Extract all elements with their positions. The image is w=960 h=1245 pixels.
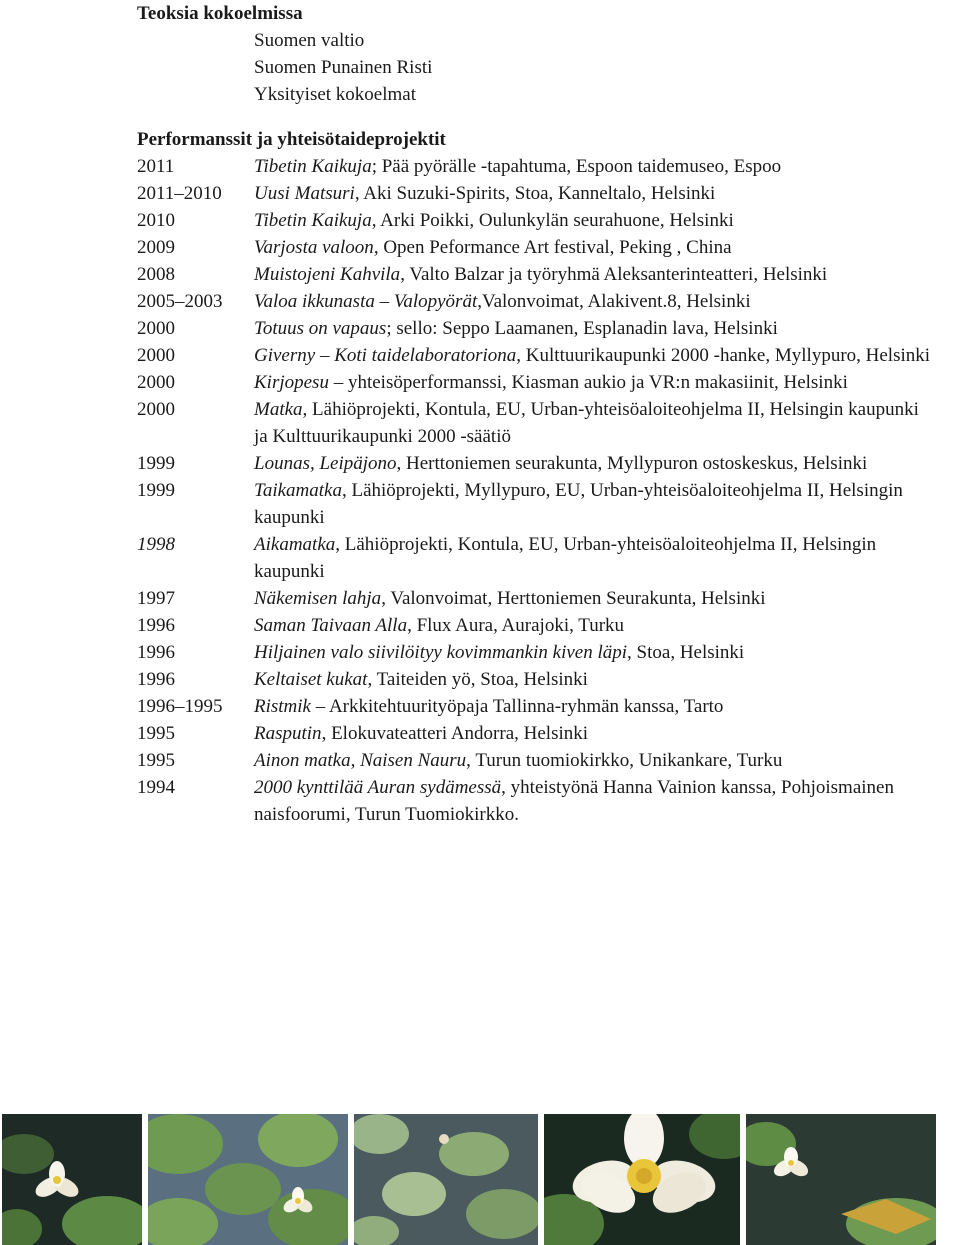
performance-row [137,207,937,234]
performance-year: 1996 [137,669,175,690]
performance-year: 1997 [137,588,175,609]
performance-details: , Turun tuomiokirkko, Unikankare, Turku [466,750,783,771]
performance-details: , Kulttuurikaupunki 2000 -hanke, Myllypuro, Helsinki [516,345,931,366]
performances-list [137,153,937,828]
performance-details: , Lähiöprojekti, Kontula, EU, Urban-yhteisöaloiteohjelma II, Helsingin kaupunki [254,534,877,582]
performance-title: Näkemisen lahja [254,588,382,609]
performance-description [254,261,937,288]
performance-year: 1996 [137,615,175,636]
performance-title: Rasputin [254,723,322,744]
performance-year: 2000 [137,345,175,366]
performance-details: , Stoa, Helsinki [627,642,745,663]
performance-details: , Valonvoimat, Herttoniemen Seurakunta, Helsinki [381,588,766,609]
performance-row [137,774,937,828]
performance-details: , Aki Suzuki-Spirits, Stoa, Kanneltalo, Helsinki [354,183,716,204]
performance-year: 2010 [137,210,175,231]
performance-details: , Valto Balzar ja työryhmä Aleksanterinteatteri, Helsinki [400,264,828,285]
performance-row [137,315,937,342]
performance-description [254,153,937,180]
performance-description [254,639,937,666]
collections-list [254,27,937,108]
performance-description [254,666,937,693]
performance-row [137,612,937,639]
performance-details: ; sello: Seppo Laamanen, Esplanadin lava, Helsinki [386,318,778,339]
performance-title: Keltaiset kukat [254,669,368,690]
collection-item: Yksityiset kokoelmat [254,84,417,105]
performance-description [254,315,937,342]
performance-row [137,342,937,369]
performance-details: , Elokuvateatteri Andorra, Helsinki [321,723,589,744]
performance-title: Uusi Matsuri [254,183,355,204]
collection-item: Suomen Punainen Risti [254,57,433,78]
performance-year: 1996 [137,642,175,663]
performance-details: , Lähiöprojekti, Kontula, EU, Urban-yhteisöaloiteohjelma II, Helsingin kaupunki ja Kulttuurikaupunki 2000 -säätiö [254,399,919,447]
performance-year: 1995 [137,750,175,771]
performance-details: , Open Peformance Art festival, Peking , China [373,237,732,258]
performance-description [254,585,937,612]
performance-title: Taikamatka [254,480,342,501]
performance-year: 2000 [137,318,175,339]
performance-description [254,477,937,531]
performance-description [254,693,937,720]
lily-pads-photo [354,1114,538,1245]
performance-details: ; Pää pyörälle -tapahtuma, Espoon taidemuseo, Espoo [371,156,782,177]
performance-title: Muistojeni Kahvila [254,264,401,285]
performance-description [254,612,937,639]
performance-details: , Arki Poikki, Oulunkylän seurahuone, Helsinki [371,210,734,231]
performance-row [137,693,937,720]
performance-year: 2005–2003 [137,291,223,312]
performance-year: 2009 [137,237,175,258]
performance-title: Valoa ikkunasta – Valopyörät [254,291,478,312]
performance-year: 2000 [137,372,175,393]
performance-row [137,261,937,288]
performance-title: Saman Taivaan Alla [254,615,408,636]
performance-title: Hiljainen valo siivilöityy kovimmankin kiven läpi [254,642,628,663]
performance-details: , Flux Aura, Aurajoki, Turku [407,615,625,636]
performance-year: 1999 [137,453,175,474]
performance-row [137,720,937,747]
performance-row [137,666,937,693]
performance-row [137,450,937,477]
performance-title: 2000 kynttilää Auran sydämessä [254,777,502,798]
performance-year: 2011 [137,156,175,177]
performance-year: 2000 [137,399,175,420]
performance-row [137,288,937,315]
performance-title: Tibetin Kaikuja [254,210,372,231]
performance-title: Kirjopesu [254,372,329,393]
performance-year: 2011–2010 [137,183,222,204]
performance-row [137,396,937,450]
performance-year: 1994 [137,777,175,798]
performance-description [254,288,937,315]
performance-details: – yhteisöperformanssi, Kiasman aukio ja VR:n makasiinit, Helsinki [328,372,848,393]
water-lily-closeup-photo [544,1114,740,1245]
performance-row [137,153,937,180]
cv-document [137,0,937,828]
performance-year: 1998 [137,534,175,555]
performance-description [254,396,937,450]
performance-title: Matka [254,399,303,420]
performance-description [254,369,937,396]
performances-heading: Performanssit ja yhteisötaideprojektit [137,129,446,150]
performance-details: , Lähiöprojekti, Myllypuro, EU, Urban-yhteisöaloiteohjelma II, Helsingin kaupunki [254,480,903,528]
performance-description [254,342,937,369]
performance-description [254,774,937,828]
photo-strip [0,1114,960,1245]
performance-description [254,720,937,747]
performance-title: Totuus on vapaus [254,318,387,339]
collections-heading: Teoksia kokoelmissa [137,3,303,24]
water-lily-photo [746,1114,936,1245]
performance-title: Tibetin Kaikuja [254,156,372,177]
performance-row [137,477,937,531]
performance-title: Giverny – Koti taidelaboratoriona [254,345,517,366]
performance-title: Ainon matka, Naisen Nauru [254,750,467,771]
performance-details: ,Valonvoimat, Alakivent.8, Helsinki [477,291,751,312]
performance-description [254,450,937,477]
performance-details: , Herttoniemen seurakunta, Myllypuron ostoskeskus, Helsinki [396,453,868,474]
performance-details: , Taiteiden yö, Stoa, Helsinki [367,669,588,690]
performance-description [254,747,937,774]
water-lily-photo [2,1114,142,1245]
performance-description [254,234,937,261]
performance-row [137,747,937,774]
performance-year: 2008 [137,264,175,285]
performance-description [254,180,937,207]
performance-title: Lounas, Leipäjono [254,453,397,474]
performance-details: – Arkkitehtuurityöpaja Tallinna-ryhmän kanssa, Tarto [311,696,724,717]
performance-title: Ristmik [254,696,311,717]
performance-year: 1996–1995 [137,696,223,717]
performance-year: 1995 [137,723,175,744]
lily-pads-photo [148,1114,348,1245]
performance-row [137,639,937,666]
performance-row [137,585,937,612]
collection-item: Suomen valtio [254,30,365,51]
performance-row [137,180,937,207]
performance-row [137,531,937,585]
performance-year: 1999 [137,480,175,501]
performance-row [137,234,937,261]
performance-description [254,531,937,585]
performance-title: Varjosta valoon [254,237,374,258]
performance-row [137,369,937,396]
performance-details: , yhteistyönä Hanna Vainion kanssa, Pohjoismainen naisfoorumi, Turun Tuomiokirkko. [254,777,894,825]
performance-title: Aikamatka [254,534,336,555]
performance-description [254,207,937,234]
